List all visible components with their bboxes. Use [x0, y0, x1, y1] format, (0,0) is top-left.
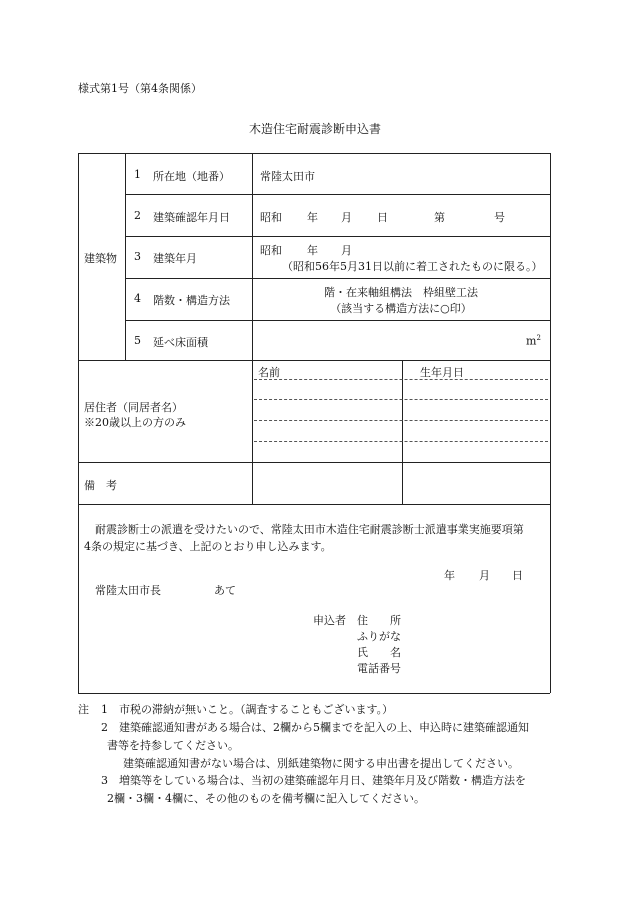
- confirm-month: 月: [341, 211, 352, 224]
- applicant-address-label: 住 所: [357, 614, 401, 627]
- row-label-confirm-date: 建築確認年月日: [153, 211, 230, 224]
- structure-options: 階・在来軸組構法 枠組壁工法: [324, 286, 478, 299]
- remarks-field[interactable]: [254, 464, 548, 502]
- page-title: 木造住宅耐震診断申込書: [248, 122, 381, 136]
- note-3a: 3 増築等をしている場合は、当初の建築確認年月日、建築年月及び階数・構造方法を: [101, 774, 526, 787]
- row-num-3: 3: [134, 250, 141, 263]
- building-group-label: 建築物: [84, 252, 117, 265]
- location-value[interactable]: 常陸太田市: [260, 170, 315, 183]
- build-era: 昭和: [260, 244, 282, 257]
- confirm-era: 昭和: [260, 211, 282, 224]
- form-number: 様式第1号（第4条関係）: [78, 82, 202, 95]
- declaration-line-1: 耐震診断士の派遣を受けたいので、常陸太田市木造住宅耐震診断士派遣事業実施要項第: [95, 523, 524, 536]
- applicant-name-label: 氏 名: [357, 646, 401, 659]
- row-num-5: 5: [134, 334, 141, 347]
- residents-note: ※20歳以上の方のみ: [84, 416, 186, 429]
- applicant-furigana-label: ふりがな: [357, 630, 401, 643]
- notes-head: 注: [78, 703, 89, 716]
- remarks-label: 備 考: [84, 479, 117, 492]
- note-2a: 2 建築確認通知書がある場合は、2欄から5欄までを記入の上、申込時に建築確認通知: [101, 721, 529, 734]
- addressee-ate: あて: [214, 584, 236, 597]
- applicant-phone-label: 電話番号: [357, 662, 401, 675]
- structure-instruction: （該当する構造方法に○印）: [330, 302, 472, 315]
- applicant-label: 申込者: [313, 614, 346, 627]
- build-month: 月: [341, 244, 352, 257]
- area-unit: m: [526, 334, 537, 348]
- declaration-line-2: 4条の規定に基づき、上記のとおり申し込みます。: [84, 540, 332, 553]
- note-2b: 書等を持参してください。: [107, 739, 239, 752]
- row-label-floor-area: 延べ床面積: [153, 336, 208, 349]
- row-num-4: 4: [134, 292, 141, 305]
- note-2c: 建築確認通知書がない場合は、別紙建築物に関する申出書を提出してください。: [123, 757, 519, 770]
- confirm-dai: 第: [434, 211, 445, 224]
- row-label-location: 所在地（地番）: [153, 170, 230, 183]
- residents-label: 居住者（同居者名）: [84, 401, 183, 414]
- floor-area-field[interactable]: [526, 334, 541, 348]
- build-year: 年: [307, 244, 318, 257]
- resident-birth-header: 生年月日: [420, 366, 464, 379]
- apply-year: 年: [444, 569, 455, 582]
- row-num-2: 2: [134, 209, 141, 222]
- area-unit-sup: 2: [536, 334, 541, 342]
- confirm-day: 日: [377, 211, 388, 224]
- addressee: 常陸太田市長: [95, 584, 161, 597]
- build-date-note: （昭和56年5月31日以前に着工されたものに限る。）: [282, 260, 543, 273]
- row-num-1: 1: [134, 168, 141, 181]
- row-label-structure: 階数・構造方法: [153, 294, 230, 307]
- note-3b: 2欄・3欄・4欄に、その他のものを備考欄に記入してください。: [107, 792, 425, 805]
- row-label-build-date: 建築年月: [153, 252, 197, 265]
- apply-month: 月: [479, 569, 490, 582]
- apply-day: 日: [512, 569, 523, 582]
- confirm-year: 年: [307, 211, 318, 224]
- confirm-go: 号: [494, 211, 505, 224]
- resident-name-header: 名前: [258, 366, 280, 379]
- note-1: 1 市税の滞納が無いこと。（調査することもございます。）: [101, 703, 394, 716]
